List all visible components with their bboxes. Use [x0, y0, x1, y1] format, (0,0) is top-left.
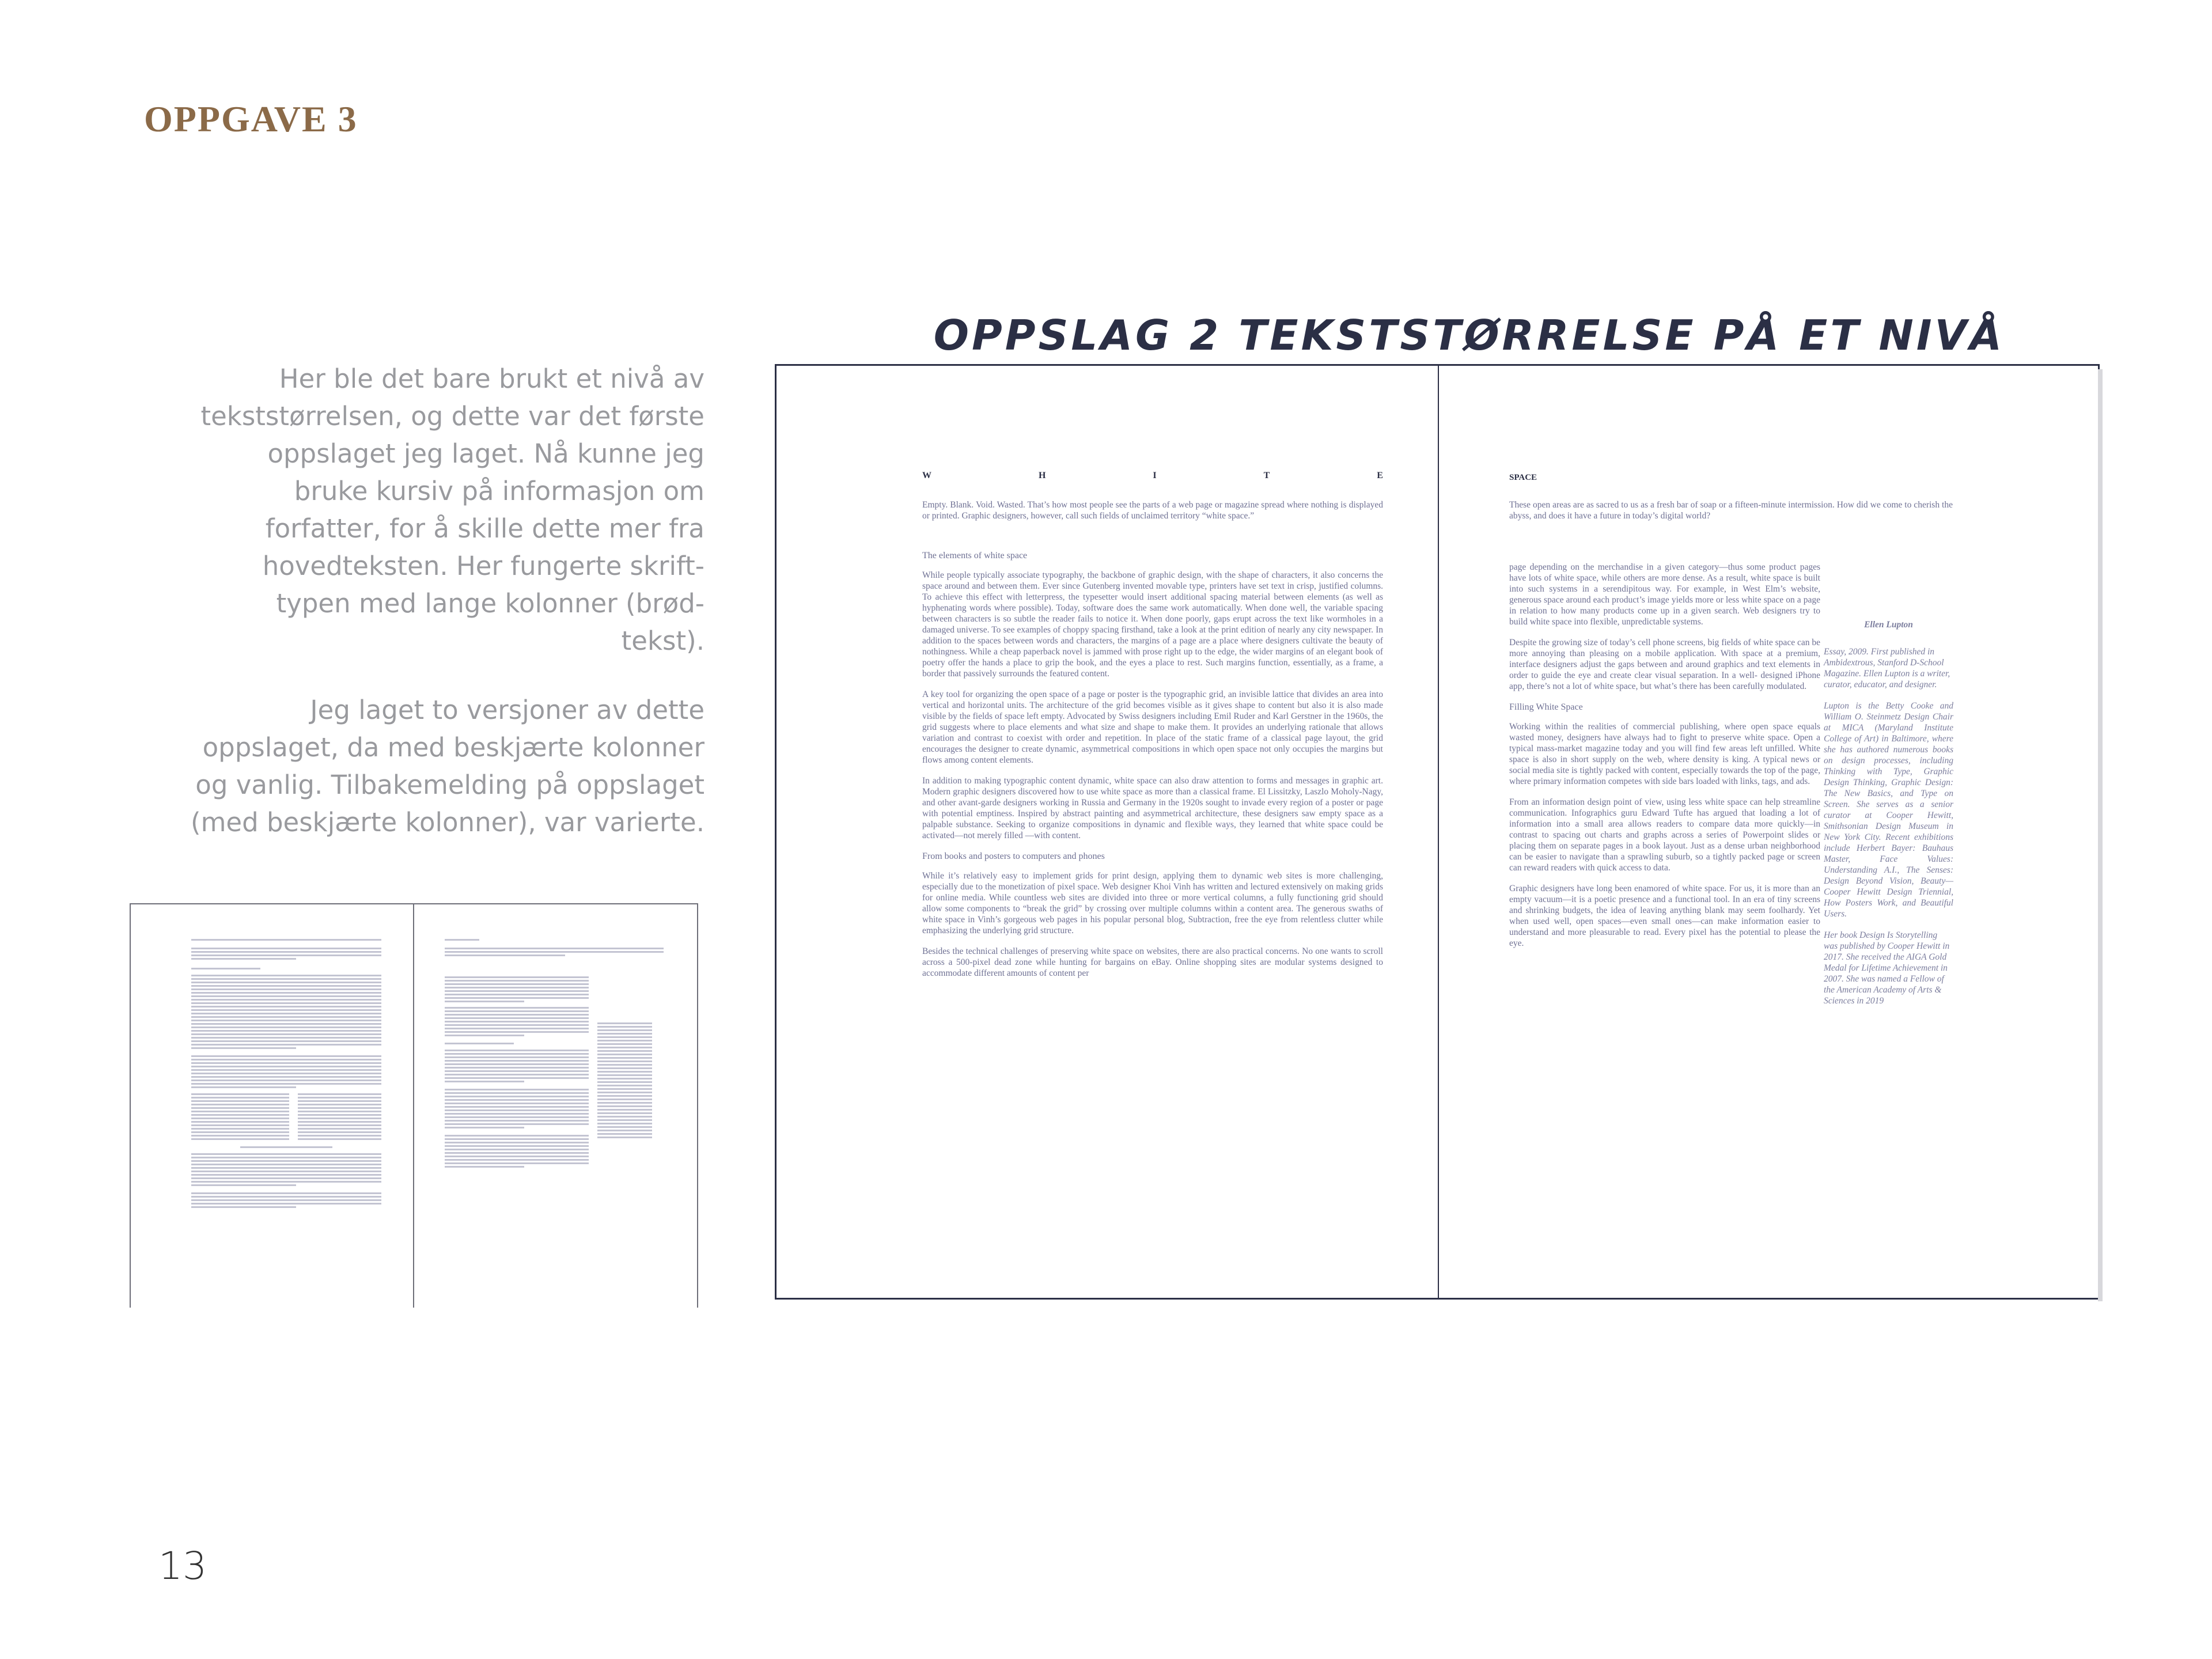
thumbnail-text-line: [191, 1184, 296, 1186]
thumbnail-text-line: [191, 978, 381, 980]
body-paragraph: Graphic designers have long been enamored of white space. For us, it is more than an empty vacuum—it is a poetic presence and a functional tool. In an era of tiny screens and shrinking budgets, the idea of leaving anything blank may seem foolhardy. Yet when used well, open spaces—even small ones—can make information easier to understand and more pleasurable to read. Every pixel has the potential to please the eye.: [1509, 884, 1820, 948]
thumbnail-text-line: [191, 1002, 381, 1004]
thumbnail-text-line: [445, 1142, 589, 1143]
thumbnail-text-line: [445, 1152, 589, 1154]
thumbnail-text-line: [191, 1073, 381, 1074]
thumbnail-text-line: [191, 985, 381, 987]
thumbnail-text-line: [597, 1050, 652, 1052]
thumbnail-text-line: [191, 1167, 381, 1169]
thumbnail-text-line: [445, 980, 589, 982]
spread-left-page: [777, 366, 1438, 1298]
thumbnail-text-line: [298, 1135, 381, 1137]
thumbnail-text-line: [298, 1107, 381, 1109]
thumbnail-text-line: [445, 1120, 589, 1122]
thumbnail-text-line: [597, 1099, 652, 1100]
thumbnail-text-line: [445, 1067, 589, 1069]
thumbnail-text-line: [597, 1102, 652, 1104]
thumbnail-text-line: [191, 1160, 381, 1162]
body-paragraph: Despite the growing size of today’s cell phone screens, big fields of white space can be more annoying than pleasing on a mobile application. With space at a premium, interface designers adjust the gaps between and around graphics and text elements in order to guide the eye and create clear visual separation. In a well- designed iPhone app, there’s not a lot of white space, but what’s there has been carefully modulated.: [1509, 638, 1820, 691]
thumbnail-text-line: [597, 1116, 652, 1118]
thumbnail-text-line: [191, 1033, 381, 1035]
thumbnail-text-line: [191, 1192, 381, 1194]
thumbnail-text-line: [445, 1028, 589, 1029]
thumbnail-text-line: [191, 1040, 381, 1042]
thumbnail-text-line: [445, 1166, 524, 1168]
thumbnail-text-line: [191, 1006, 381, 1007]
thumbnail-text-line: [597, 1060, 652, 1062]
author-bio: Lupton is the Betty Cooke and William O. Steinmetz Design Chair at MICA (Maryland Institute College of Art) in Baltimore, where she has authored numerous books on design processes, including Thinking with Type, Graphic Design Thinking, Graphic Design: The New Basics, and Type on Screen. She serves as a senior curator at Cooper Hewitt, Smithsonian Design Museum in New York City. Recent exhibitions include Herbert Bayer: Bauhaus Master, Face Values: Understanding A.I., The Senses: Design Beyond Vision, Beauty—Cooper Hewitt Design Triennial, How Posters Work, and Beautiful Users.: [1824, 701, 1953, 919]
thumbnail-text-line: [445, 1156, 589, 1157]
thumbnail-text-line: [191, 1062, 381, 1064]
thumbnail-text-line: [191, 1177, 381, 1179]
thumbnail-text-line: [191, 1055, 381, 1057]
thumbnail-text-line: [445, 1021, 589, 1022]
thumbnail-text-line: [191, 1076, 381, 1078]
thumbnail-text-line: [191, 948, 381, 949]
thumbnail-text-line: [298, 1097, 381, 1099]
thumbnail-text-line: [445, 1050, 589, 1051]
page-number: 13: [158, 1544, 207, 1588]
thumbnail-text-line: [445, 948, 664, 949]
thumbnail-text-line: [298, 1118, 381, 1119]
thumbnail-text-line: [191, 1138, 289, 1140]
thumbnail-text-line: [191, 1111, 289, 1112]
thumbnail-text-line: [597, 1078, 652, 1080]
thumbnail-text-line: [597, 1047, 652, 1048]
thumbnail-text-line: [191, 1174, 381, 1176]
spread-title-space: SPACE: [1509, 473, 1537, 482]
thumbnail-text-line: [445, 987, 589, 988]
thumbnail-text-line: [191, 1030, 381, 1032]
thumbnail-text-line: [298, 1093, 381, 1095]
thumbnail-text-line: [445, 983, 589, 985]
thumbnail-text-line: [445, 1014, 589, 1016]
thumbnail-text-line: [445, 1116, 589, 1118]
thumbnail-text-line: [298, 1124, 381, 1126]
spread-right-page: [1439, 366, 2099, 1298]
title-letter: E: [1377, 471, 1383, 480]
thumbnail-text-line: [191, 1107, 289, 1109]
thumbnail-text-line: [191, 1181, 381, 1183]
thumbnail-text-line: [191, 968, 260, 969]
thumbnail-text-line: [445, 1010, 589, 1012]
thumbnail-text-line: [597, 1105, 652, 1107]
thumbnail-text-line: [597, 1022, 652, 1024]
thumbnail-text-line: [191, 1164, 381, 1165]
thumbnail-text-line: [191, 1196, 381, 1198]
spread-heading: OPPSLAG 2 TEKSTSTØRRELSE PÅ ET NIVÅ: [933, 311, 2005, 359]
thumbnail-text-line: [445, 1162, 589, 1164]
body-paragraph: A key tool for organizing the open space of a page or poster is the typographic grid, an invisible lattice that divides an area into vertical and horizontal units. The architecture of the grid becomes visible as it gives shape to content but also it is also made visible by the fields of space left empty. Advocated by Swiss designers including Emil Ruder and Karl Gerstner in the 1960s, the grid suggests where to place elements and what size and shape to make them. It provides an underlying rationale that allows variation and contrast to coexist with order and repetition. In place of the static frame of a classical page layout, the grid encourages the designer to create dynamic, asymmetrical compositions in which open space not only occupies the margins but flows among content elements.: [922, 690, 1383, 765]
thumbnail-text-line: [597, 1040, 652, 1041]
thumbnail-text-line: [597, 1054, 652, 1055]
description-paragraph-1: Her ble det bare brukt et nivå av tekststørrelsen, og dette var det første oppslaget jeg laget. Nå kunne jeg bruke kursiv på informasjon om forfatter, for å skille dette mer fra hovedteksten. Her fungerte skrift- typen med lange kolonner (brød- tekst).: [200, 363, 704, 656]
body-paragraph: While it’s relatively easy to implement grids for print design, applying them to dynamic web sites is more challenging, especially due to the monetization of pixel space. Web designer Khoi Vinh has written and lectured extensively on making grids for online media. While countless web sites are divided into three or more vertical columns, a fully functioning grid should allow some components to “break the grid” by crossing over multiple columns within a content area. The generous swaths of white space in Vinh’s gorgeous web pages in his popular personal blog, Subtraction, free the eye from relentless clutter while emphasizing the underlying grid structure.: [922, 871, 1383, 935]
thumbnail-text-line: [597, 1074, 652, 1076]
thumbnail-text-line: [191, 1009, 381, 1011]
thumbnail-text-line: [191, 1069, 381, 1071]
thumbnail-text-line: [191, 1124, 289, 1126]
thumbnail-text-line: [191, 951, 381, 953]
thumbnail-text-line: [191, 1114, 289, 1116]
author-name: Ellen Lupton: [1864, 620, 1913, 630]
thumbnail-text-line: [191, 1100, 289, 1102]
title-letter: T: [1263, 471, 1270, 480]
section-heading: From books and posters to computers and phones: [922, 851, 1105, 861]
thumbnail-text-line: [191, 992, 381, 994]
thumbnail-text-line: [191, 1206, 296, 1208]
thumbnail-text-line: [298, 1111, 381, 1112]
thumbnail-text-line: [191, 1047, 296, 1049]
thumbnail-text-line: [597, 1067, 652, 1069]
thumbnail-text-line: [597, 1033, 652, 1035]
thumbnail-text-line: [191, 1059, 381, 1060]
thumbnail-text-line: [191, 1083, 381, 1085]
thumbnail-text-line: [597, 1130, 652, 1131]
thumbnail-text-line: [191, 955, 381, 956]
thumbnail-text-line: [445, 976, 589, 978]
thumbnail-text-line: [445, 1135, 589, 1137]
thumbnail-text-line: [191, 1027, 381, 1028]
author-award-note: Her book Design Is Storytelling was published by Cooper Hewitt in 2017. She received the AIGA Gold Medal for Lifetime Achievement in 2007. She was named a Fellow of the American Academy of Arts & Sciences in 2019: [1824, 930, 1950, 1006]
thumbnail-text-line: [445, 1099, 589, 1101]
thumbnail-text-line: [191, 1016, 381, 1018]
thumbnail-text-line: [597, 1137, 652, 1138]
thumbnail-text-line: [445, 1017, 589, 1019]
thumbnail-text-line: [597, 1085, 652, 1086]
thumbnail-text-line: [597, 1119, 652, 1121]
section-heading: Filling White Space: [1509, 702, 1583, 712]
thumbnail-text-line: [298, 1121, 381, 1123]
thumbnail-text-line: [191, 1203, 381, 1205]
thumbnail-text-line: [191, 982, 381, 983]
thumbnail-text-line: [597, 1081, 652, 1083]
thumbnail-text-line: [191, 1104, 289, 1105]
thumbnail-text-line: [445, 1149, 589, 1150]
thumbnail-text-line: [191, 1199, 381, 1201]
thumbnail-text-line: [445, 1070, 589, 1072]
spread-intro: These open areas are as sacred to us as a fresh bar of soap or a fifteen-minute intermission. How did we come to cherish the abyss, and does it have a future in today’s digital world?: [1509, 500, 1953, 521]
title-letter: W: [922, 471, 931, 480]
spread-title-white: [922, 471, 1383, 481]
thumbnail-text-line: [445, 1106, 589, 1108]
title-letter: I: [1153, 471, 1157, 480]
thumbnail-text-line: [597, 1109, 652, 1111]
thumbnail-text-line: [597, 1036, 652, 1038]
thumbnail-text-line: [597, 1126, 652, 1128]
thumbnail-text-line: [191, 1135, 289, 1137]
thumbnail-text-line: [445, 997, 589, 999]
section-heading: The elements of white space: [922, 551, 1028, 560]
thumbnail-text-line: [445, 990, 589, 992]
thumbnail-text-line: [445, 1043, 514, 1044]
thumbnail-text-line: [445, 1127, 524, 1128]
thumbnail-spread-fold: [413, 904, 414, 1308]
thumbnail-text-line: [445, 1035, 524, 1036]
thumbnail-text-line: [597, 1029, 652, 1031]
thumbnail-text-line: [597, 1133, 652, 1135]
thumbnail-text-line: [191, 1097, 289, 1099]
thumbnail-text-line: [240, 1146, 332, 1148]
thumbnail-text-line: [298, 1138, 381, 1140]
thumbnail-text-line: [445, 951, 664, 953]
thumbnail-text-line: [298, 1131, 381, 1133]
thumbnail-text-line: [298, 1128, 381, 1130]
thumbnail-text-line: [597, 1057, 652, 1059]
thumbnail-text-line: [191, 1118, 289, 1119]
thumbnail-text-line: [445, 955, 565, 956]
thumbnail-text-line: [445, 1103, 589, 1104]
body-paragraph: While people typically associate typography, the backbone of graphic design, with the shape of characters, it also concerns the space around and between them. Ever since Gutenberg invented movable type, printers have set text in crisp, justified columns. To achieve this effect with letterpress, the typesetter would insert additional spacing material between elements (as well as hyphenating words where possible). Today, software does the same work automatically. When done well, the variable spacing between characters is so subtle the reader fails to notice it. When done poorly, gaps erupt across the text like wormholes in a damaged universe. To see examples of choppy spacing firsthand, take a look at the print edition of nearly any city newspaper. In addition to the spaces between words and characters, the margins of a page are a place where designers cultivate the beauty of nothingness. While a cheap paperback novel is jammed with prose right up to the edge, the wider margins of an elegant book of poetry offer the hands a place to grip the book, and the eyes a place to rest. Such margins function, essentially, as a frame, a border that passively surrounds the featured content.: [922, 570, 1383, 679]
thumbnail-text-line: [597, 1123, 652, 1124]
thumbnail-text-line: [298, 1100, 381, 1102]
thumbnail-text-line: [445, 1138, 589, 1140]
thumbnail-text-line: [445, 1092, 589, 1094]
thumbnail-text-line: [191, 1093, 289, 1095]
thumbnail-text-line: [191, 999, 381, 1001]
thumbnail-text-line: [298, 1114, 381, 1116]
thumbnail-text-line: [597, 1026, 652, 1028]
body-paragraph: From an information design point of view, using less white space can help streamline communication. Infographics guru Edward Tufte has argued that loading a lot of information into a small area allows readers to compare data more quickly—in contrast to spacing out charts and graphs across a series of Powerpoint slides or placing them on separate pages in a book layout. Just as a dense urban neighborhood can be easier to navigate than a sprawling suburb, so a tightly packed page or screen can reward readers with quick access to data.: [1509, 797, 1820, 873]
thumbnail-text-line: [191, 1131, 289, 1133]
thumbnail-text-line: [445, 1113, 589, 1115]
thumbnail-text-line: [445, 1145, 589, 1147]
body-paragraph: Besides the technical challenges of preserving white space on websites, there are also practical concerns. No one wants to scroll across a 500-pixel dead zone while hunting for bargains on eBay. Online shopping sites are modular systems designed to accommodate different amounts of content per: [922, 946, 1383, 978]
thumbnail-text-line: [191, 1121, 289, 1123]
thumbnail-text-line: [191, 1037, 381, 1039]
thumbnail-text-line: [191, 1013, 381, 1014]
spread-intro: Empty. Blank. Void. Wasted. That’s how most people see the parts of a web page or magazine spread where nothing is displayed or printed. Graphic designers, however, call such fields of unclaimed territory “white space.”: [922, 500, 1383, 521]
thumbnail-text-line: [191, 1023, 381, 1025]
thumbnail-text-line: [445, 1089, 589, 1090]
thumbnail-text-line: [191, 939, 381, 941]
large-spread: [775, 364, 2100, 1300]
thumbnail-text-line: [191, 1080, 381, 1081]
thumbnail-text-line: [191, 1157, 381, 1158]
thumbnail-text-line: [597, 1088, 652, 1090]
thumbnail-text-line: [191, 988, 381, 990]
thumbnail-text-line: [191, 1128, 289, 1130]
thumbnail-text-line: [445, 1063, 589, 1065]
thumbnail-text-line: [597, 1064, 652, 1066]
thumbnail-text-line: [445, 1007, 589, 1009]
thumbnail-text-line: [445, 1109, 589, 1111]
thumbnail-text-line: [597, 1043, 652, 1045]
thumbnail-text-line: [445, 1159, 589, 1161]
thumbnail-text-line: [597, 1112, 652, 1114]
thumbnail-text-line: [191, 958, 296, 960]
thumbnail-text-line: [445, 939, 479, 941]
thumbnail-text-line: [445, 1056, 589, 1058]
thumbnail-text-line: [445, 1001, 524, 1002]
thumbnail-text-line: [445, 1077, 589, 1079]
author-note: Essay, 2009. First published in Ambidextrous, Stanford D-School Magazine. Ellen Lupton is a writer, curator, educator, and designer.: [1824, 647, 1950, 690]
thumbnail-text-line: [445, 1081, 524, 1082]
thumbnail-text-line: [597, 1071, 652, 1073]
thumbnail-text-line: [445, 1024, 589, 1026]
thumbnail-text-line: [191, 1020, 381, 1021]
description-paragraph-2: Jeg laget to versjoner av dette oppslaget, da med beskjærte kolonner og vanlig. Tilbakemelding på oppslaget (med beskjærte kolonner), var varierte.: [191, 695, 704, 838]
thumbnail-text-line: [191, 1153, 381, 1155]
thumbnail-text-line: [191, 1086, 296, 1088]
thumbnail-text-line: [445, 1053, 589, 1055]
body-paragraph: In addition to making typographic content dynamic, white space can also draw attention to forms and messages in graphic art. Modern graphic designers discovered how to use white space as more than a classical frame. El Lissitzky, Laszlo Moholy-Nagy, and other avant-garde designers working in Russia and Germany in the 1920s sought to invade every region of a poster or page with potential emptiness. Inspired by abstract painting and asymmetrical architecture, these designers saw empty space as a palpable substance. Seeking to organize compositions in dynamic and flexible ways, they learned that white space could be activated—not merely filled —with content.: [922, 776, 1383, 840]
thumbnail-text-line: [597, 1092, 652, 1093]
thumbnail-text-line: [191, 1171, 381, 1172]
thumbnail-text-line: [445, 1060, 589, 1062]
thumbnail-text-line: [445, 994, 589, 995]
thumbnail-spread: [130, 903, 698, 1308]
body-paragraph: page depending on the merchandise in a given category—thus some product pages have lots of white space, while others are more dense. As a result, white space is built into such systems in a serendipitous way. For example, in West Elm’s website, generous space around each product’s image yields more or less white space on a page in relation to how many products come up in a given search. Web designers try to build white space into flexible, unpredictable systems.: [1509, 562, 1820, 627]
thumbnail-text-line: [191, 975, 381, 976]
thumbnail-text-line: [445, 1096, 589, 1097]
thumbnail-text-line: [445, 1123, 589, 1125]
thumbnail-text-line: [191, 995, 381, 997]
thumbnail-text-line: [191, 1066, 381, 1067]
thumbnail-text-line: [298, 1104, 381, 1105]
page-title: OPPGAVE 3: [144, 99, 358, 139]
thumbnail-text-line: [191, 1044, 381, 1046]
thumbnail-text-line: [445, 1031, 589, 1033]
body-paragraph: Working within the realities of commercial publishing, where open space equals wasted money, designers have always had to fight to preserve white space. Open a typical mass-market magazine today and you will find few areas left unfilled. White space is also in short supply on the web, where density is king. A typical news or social media site is tightly packed with content, especially towards the top of the page, where primary information competes with side bars loaded with links, tags, and ads.: [1509, 722, 1820, 786]
thumbnail-text-line: [597, 1095, 652, 1097]
thumbnail-text-line: [445, 1074, 589, 1075]
title-letter: H: [1038, 471, 1046, 480]
